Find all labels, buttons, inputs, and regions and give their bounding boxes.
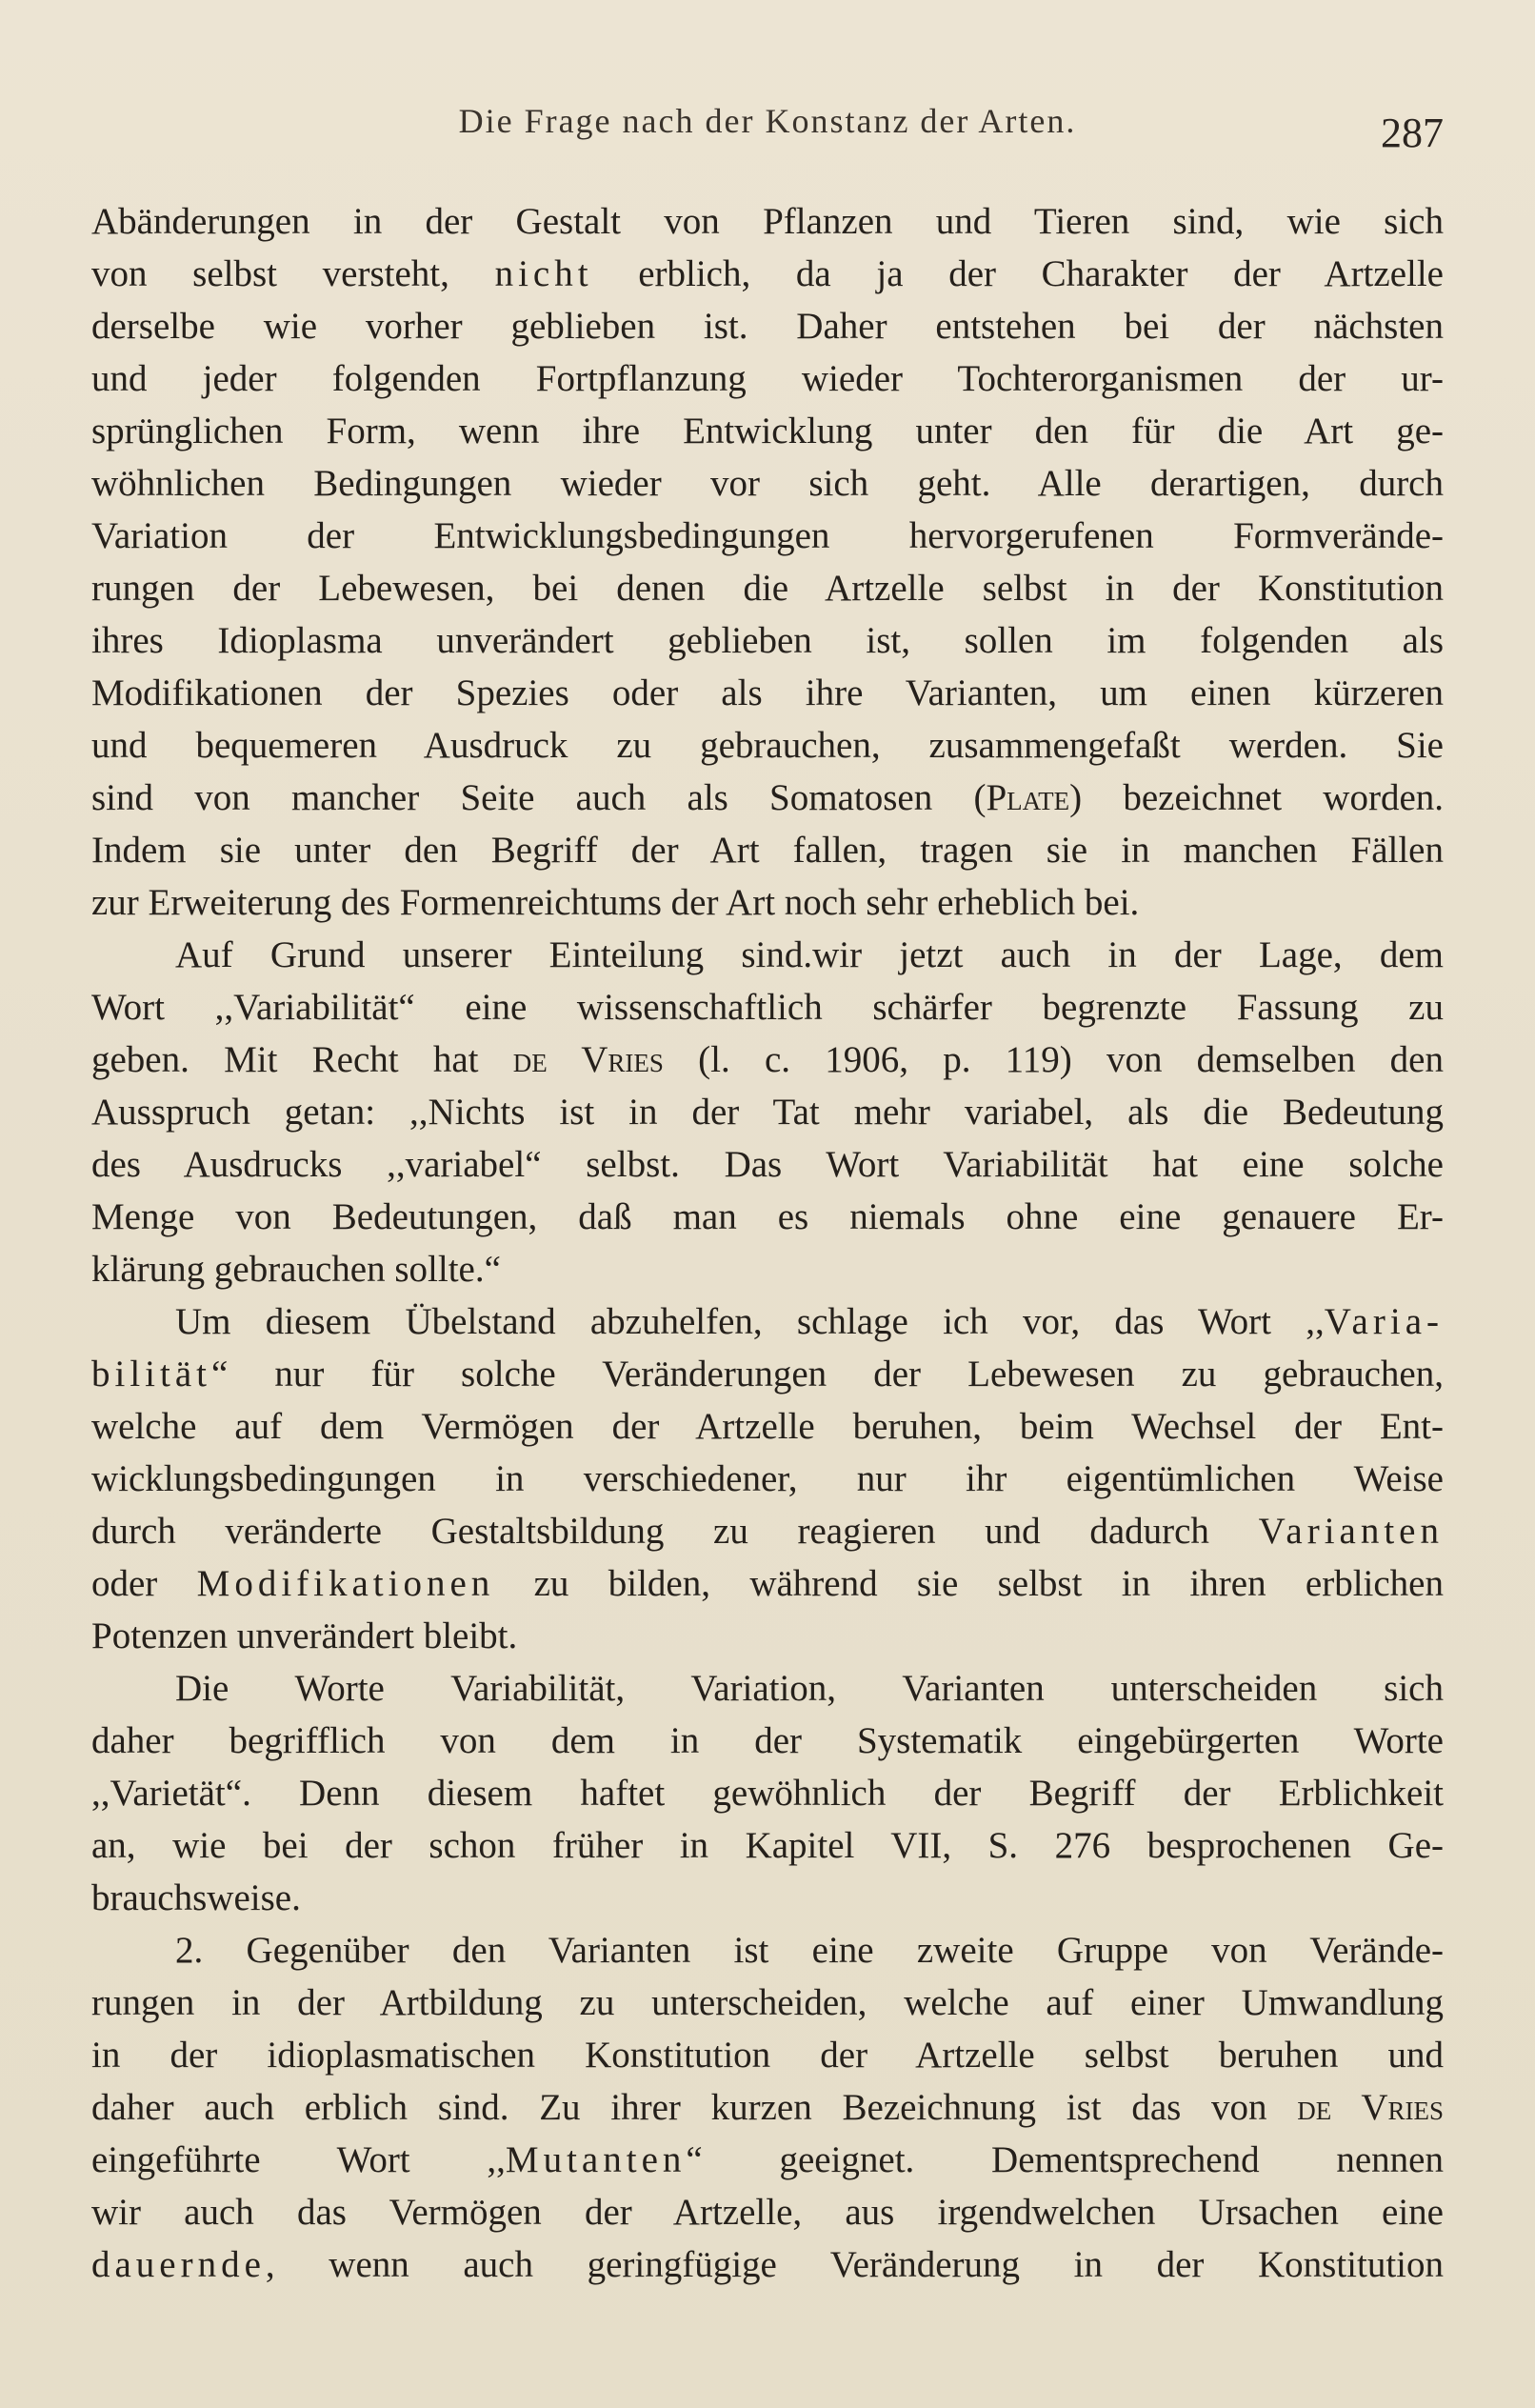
text-line bbox=[91, 1086, 1444, 1138]
text-line bbox=[91, 2134, 1444, 2186]
text-segment: in der idioplasmatischen Konstitution der Artzelle selbst beruhen und bbox=[91, 2035, 1444, 2076]
text-line bbox=[91, 981, 1444, 1033]
text-line bbox=[91, 1819, 1444, 1872]
text-line bbox=[91, 195, 1444, 248]
text-line bbox=[91, 1872, 1444, 1924]
text-line bbox=[91, 248, 1444, 300]
text-line bbox=[91, 614, 1444, 667]
text-segment: durch veränderte Gestaltsbildung zu reagieren und dadurch bbox=[91, 1511, 1259, 1552]
text-line bbox=[91, 562, 1444, 614]
text-line bbox=[91, 457, 1444, 510]
text-line bbox=[91, 1033, 1444, 1086]
text-segment: ,,Varietät“. Denn diesem haftet gewöhnlich der Begriff der Erblichkeit bbox=[91, 1773, 1444, 1814]
text-segment: Varia- bbox=[1324, 1301, 1444, 1342]
text-line bbox=[91, 300, 1444, 352]
text-segment: ihres Idioplasma unverändert geblieben ist, sollen im folgenden als bbox=[91, 620, 1444, 661]
text-segment: sprünglichen Form, wenn ihre Entwicklung unter den für die Art ge- bbox=[91, 411, 1444, 452]
text-line bbox=[91, 1295, 1444, 1348]
text-line bbox=[91, 1610, 1444, 1662]
text-segment: Indem sie unter den Begriff der Art fallen, tragen sie in manchen Fällen bbox=[91, 830, 1444, 871]
text-segment: “ nur für solche Veränderungen der Lebewesen zu gebrauchen, bbox=[211, 1354, 1444, 1395]
text-segment: bilität bbox=[91, 1354, 211, 1395]
text-line bbox=[91, 2081, 1444, 2134]
text-segment: nicht bbox=[494, 253, 593, 294]
text-segment: wir auch das Vermögen der Artzelle, aus irgendwelchen Ursachen eine bbox=[91, 2192, 1444, 2233]
text-line bbox=[91, 2186, 1444, 2238]
text-segment: Modifikationen der Spezies oder als ihre Varianten, um einen kürzeren bbox=[91, 672, 1444, 713]
text-segment: Mutanten bbox=[505, 2139, 687, 2180]
text-line bbox=[91, 1453, 1444, 1505]
text-segment: de Vries bbox=[1297, 2087, 1444, 2128]
text-segment: zur Erweiterung des Formenreichtums der Art noch sehr erheblich bei. bbox=[91, 882, 1140, 923]
text-segment: an, wie bei der schon früher in Kapitel VII, S. 276 besprochenen Ge- bbox=[91, 1825, 1444, 1866]
text-segment: Auf Grund unserer Einteilung sind.wir jetzt auch in der Lage, dem bbox=[175, 934, 1444, 975]
text-segment: Plate bbox=[986, 777, 1070, 818]
text-line bbox=[91, 876, 1444, 929]
text-line bbox=[91, 1505, 1444, 1557]
text-segment: brauchsweise. bbox=[91, 1877, 301, 1918]
text-segment: geben. Mit Recht hat bbox=[91, 1039, 513, 1080]
text-line bbox=[91, 1924, 1444, 1977]
text-segment: Abänderungen in der Gestalt von Pflanzen und Tieren sind, wie sich bbox=[91, 201, 1444, 242]
text-segment: wicklungsbedingungen in verschiedener, nur ihr eigentümlichen Weise bbox=[91, 1458, 1444, 1499]
text-line bbox=[91, 667, 1444, 719]
text-segment: des Ausdrucks ,,variabel“ selbst. Das Wort Variabilität hat eine solche bbox=[91, 1144, 1444, 1185]
text-segment: welche auf dem Vermögen der Artzelle beruhen, beim Wechsel der Ent- bbox=[91, 1406, 1444, 1447]
page-number: 287 bbox=[1381, 110, 1444, 156]
text-segment: (l. c. 1906, p. 119) von demselben den bbox=[663, 1039, 1444, 1080]
text-segment: eingeführte Wort ,, bbox=[91, 2139, 506, 2180]
text-segment: Variation der Entwicklungsbedingungen hervorgerufenen Formverände- bbox=[91, 515, 1444, 556]
text-line bbox=[91, 1138, 1444, 1191]
text-line bbox=[91, 772, 1444, 824]
text-segment: Um diesem Übelstand abzuhelfen, schlage ich vor, das Wort ,, bbox=[175, 1301, 1325, 1342]
text-line bbox=[91, 719, 1444, 772]
text-segment: , wenn auch geringfügige Veränderung in der Konstitution bbox=[265, 2244, 1444, 2285]
text-line bbox=[91, 1348, 1444, 1400]
text-segment: Ausspruch getan: ,,Nichts ist in der Tat mehr variabel, als die Bedeutung bbox=[91, 1092, 1444, 1133]
page-header bbox=[91, 95, 1444, 162]
text-segment: daher begrifflich von dem in der Systematik eingebürgerten Worte bbox=[91, 1720, 1444, 1761]
text-line bbox=[91, 2238, 1444, 2291]
text-line bbox=[91, 1715, 1444, 1767]
text-line bbox=[91, 510, 1444, 562]
text-segment: sind von mancher Seite auch als Somatosen ( bbox=[91, 777, 987, 818]
text-line bbox=[91, 2029, 1444, 2081]
text-segment: Potenzen unverändert bleibt. bbox=[91, 1615, 518, 1656]
text-segment: Wort ,,Variabilität“ eine wissenschaftlich schärfer begrenzte Fassung zu bbox=[91, 987, 1444, 1028]
text-line bbox=[91, 352, 1444, 405]
text-line bbox=[91, 1977, 1444, 2029]
body-text bbox=[91, 195, 1444, 2291]
text-line bbox=[91, 1557, 1444, 1610]
text-segment: und bequemeren Ausdruck zu gebrauchen, zusammengefaßt werden. Sie bbox=[91, 725, 1444, 766]
text-segment: wöhnlichen Bedingungen wieder vor sich geht. Alle derartigen, durch bbox=[91, 463, 1444, 504]
text-segment: rungen in der Artbildung zu unterscheiden, welche auf einer Umwandlung bbox=[91, 1982, 1444, 2023]
text-segment: ) bezeichnet worden. bbox=[1069, 777, 1444, 818]
text-line bbox=[91, 929, 1444, 981]
text-segment: “ geeignet. Dementsprechend nennen bbox=[686, 2139, 1444, 2180]
text-line bbox=[91, 405, 1444, 457]
text-line bbox=[91, 824, 1444, 876]
text-line bbox=[91, 1662, 1444, 1715]
text-segment: Menge von Bedeutungen, daß man es niemals ohne eine genauere Er- bbox=[91, 1196, 1444, 1237]
text-line bbox=[91, 1767, 1444, 1819]
text-line bbox=[91, 1191, 1444, 1243]
text-segment: rungen der Lebewesen, bei denen die Artzelle selbst in der Konstitution bbox=[91, 568, 1444, 609]
text-segment: klärung gebrauchen sollte.“ bbox=[91, 1249, 501, 1290]
text-segment: Varianten bbox=[1258, 1511, 1444, 1552]
text-segment: derselbe wie vorher geblieben ist. Daher entstehen bei der nächsten bbox=[91, 306, 1444, 347]
text-line bbox=[91, 1400, 1444, 1453]
text-segment: 2. Gegenüber den Varianten ist eine zweite Gruppe von Verände- bbox=[175, 1930, 1444, 1971]
text-segment: daher auch erblich sind. Zu ihrer kurzen Bezeichnung ist das von bbox=[91, 2087, 1298, 2128]
running-title: Die Frage nach der Konstanz der Arten. bbox=[458, 102, 1077, 140]
text-segment: erblich, da ja der Charakter der Artzelle bbox=[592, 253, 1444, 294]
text-line bbox=[91, 1243, 1444, 1295]
text-segment: Die Worte Variabilität, Variation, Varianten unterscheiden sich bbox=[175, 1668, 1444, 1709]
text-segment: von selbst versteht, bbox=[91, 253, 495, 294]
text-segment: dauernde bbox=[91, 2244, 266, 2285]
text-segment: zu bilden, während sie selbst in ihren erblichen bbox=[494, 1563, 1444, 1604]
text-segment: Modifikationen bbox=[196, 1563, 495, 1604]
text-segment: de Vries bbox=[512, 1039, 664, 1080]
text-segment: oder bbox=[91, 1563, 197, 1604]
text-segment: und jeder folgenden Fortpflanzung wieder Tochterorganismen der ur- bbox=[91, 358, 1444, 399]
